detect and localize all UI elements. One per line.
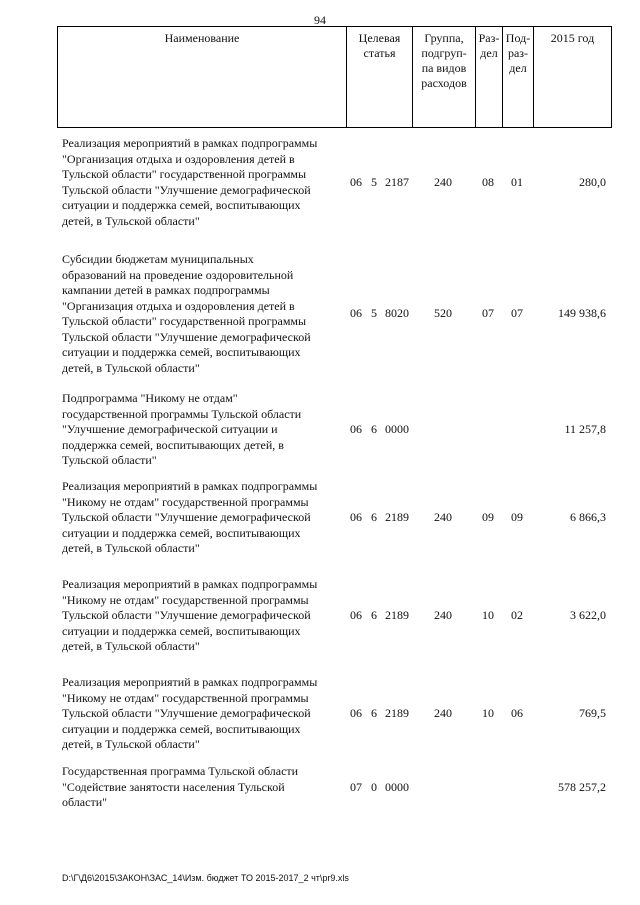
table-row [0,577,640,657]
row-name: Реализация мероприятий в рамках подпрограммы "Никому не отдам" государственной программы Тульской области "Улучшение демографической ситуации и поддержка семей, воспитывающих детей, в Тульской области" [62,577,318,653]
section-code: 08 [482,175,494,189]
file-path-footer: D:\Г\Д6\2015\ЗАКОН\ЗАС_14\Изм. бюджет ТО 2015-2017_2 чт\pr9.xls [62,873,349,883]
expense-group: 240 [434,706,452,720]
amount-2015: 6 866,3 [570,510,606,524]
target-program-code: 06 [350,706,362,720]
amount-2015: 578 257,2 [558,780,606,794]
target-subprogram-code: 6 [371,706,377,720]
target-program-code: 07 [350,780,362,794]
row-name: Реализация мероприятий в рамках подпрограммы "Никому не отдам" государственной программы Тульской области "Улучшение демографической ситуации и поддержка семей, воспитывающих детей, в Тульской области" [62,675,318,751]
target-subprogram-code: 5 [371,175,377,189]
section-code: 10 [482,608,494,622]
target-direction-code: 0000 [385,780,409,794]
target-direction-code: 0000 [385,422,409,436]
row-name: Государственная программа Тульской области "Содействие занятости населения Тульской области" [62,764,299,809]
column-header-subsection: Под- раз- дел [505,31,531,75]
target-subprogram-code: 6 [371,422,377,436]
target-program-code: 06 [350,175,362,189]
target-program-code: 06 [350,510,362,524]
target-direction-code: 8020 [385,306,409,320]
column-header-section: Раз- дел [478,31,500,60]
target-direction-code: 2189 [385,510,409,524]
subsection-code: 01 [511,175,523,189]
target-direction-code: 2187 [385,175,409,189]
column-header-year: 2015 год [550,31,595,45]
row-name: Реализация мероприятий в рамках подпрограммы "Никому не отдам" государственной программы Тульской области "Улучшение демографической ситуации и поддержка семей, воспитывающих детей, в Тульской области" [62,479,318,555]
column-header-group: Группа, подгруп- па видов расходов [421,31,467,90]
target-direction-code: 2189 [385,608,409,622]
table-row [0,252,640,378]
amount-2015: 280,0 [579,175,606,189]
amount-2015: 769,5 [579,706,606,720]
section-code: 07 [482,306,494,320]
subsection-code: 09 [511,510,523,524]
subsection-code: 02 [511,608,523,622]
target-program-code: 06 [350,608,362,622]
subsection-code: 07 [511,306,523,320]
page-number: 94 [314,13,326,27]
expense-group: 240 [434,608,452,622]
table-row [0,136,640,232]
expense-group: 240 [434,175,452,189]
subsection-code: 06 [511,706,523,720]
expense-group: 240 [434,510,452,524]
row-name: Субсидии бюджетам муниципальных образований на проведение оздоровительной кампании детей в рамках подпрограммы "Организация отдыха и оздоровления детей в Тульской области" государственной программы Тульской области "Улучшение демографической ситуации и поддержка семей, воспитывающих детей, в Тульской области" [62,252,311,375]
column-header-target: Целевая статья [358,31,401,60]
expense-group: 520 [434,306,452,320]
table-row [0,391,640,471]
table-row [0,675,640,755]
target-program-code: 06 [350,422,362,436]
column-header-name: Наименование [164,31,240,45]
target-direction-code: 2189 [385,706,409,720]
amount-2015: 11 257,8 [564,422,606,436]
target-subprogram-code: 6 [371,608,377,622]
row-name: Подпрограмма "Никому не отдам" государственной программы Тульской области "Улучшение демографической ситуации и поддержка семей, воспитывающих детей, в Тульской области" [62,391,302,467]
amount-2015: 3 622,0 [570,608,606,622]
target-subprogram-code: 5 [371,306,377,320]
section-code: 10 [482,706,494,720]
target-subprogram-code: 6 [371,510,377,524]
table-header [57,26,612,128]
section-code: 09 [482,510,494,524]
target-program-code: 06 [350,306,362,320]
table-row [0,479,640,559]
table-row [0,764,640,814]
amount-2015: 149 938,6 [558,306,606,320]
row-name: Реализация мероприятий в рамках подпрограммы "Организация отдыха и оздоровления детей в Тульской области" государственной программы Тульской области "Улучшение демографической ситуации и поддержка семей, воспитывающих детей, в Тульской области" [62,136,318,228]
target-subprogram-code: 0 [371,780,377,794]
